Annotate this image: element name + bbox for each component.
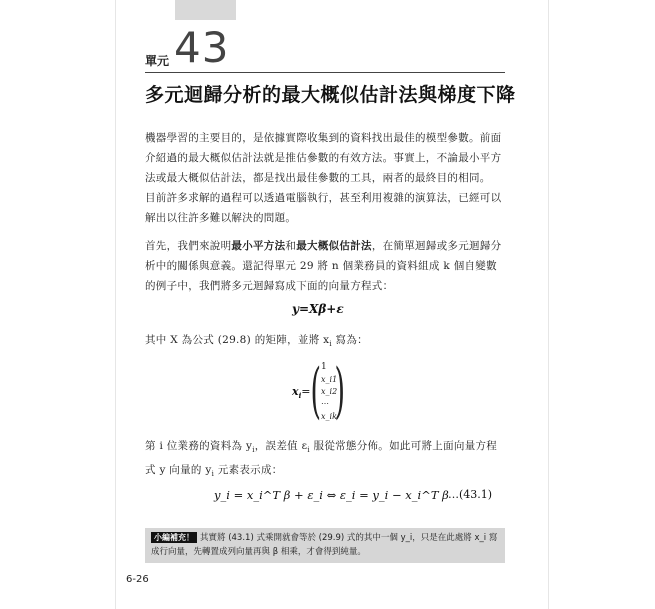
right-paren: ) — [334, 356, 345, 426]
note-tag: 小編補充！ — [151, 532, 197, 543]
p3-text-c: ，在簡單迴歸或多元迴歸分析中的關係與意義。還記得單元 29 將 n 個業務員的資料組成 k 個自變數的例子中，我們將多元迴歸寫成下面的向量方程式： — [145, 240, 502, 292]
p4-sub: i — [329, 340, 332, 349]
p4-text: 其中 X 為公式 (29.8) 的矩陣，並將 x — [145, 334, 330, 346]
p4-end: 寫為： — [331, 334, 368, 346]
matrix-lhs-sub: i — [298, 391, 302, 401]
matrix-cell-1: 1 — [321, 362, 327, 372]
note-text: 其實將 (43.1) 式乘開就會等於 (29.9) 式的其中一個 y_i，只是在此處將 x_i 寫成行向量，先轉置成列向量再與 β 相乘，才會得到純量。 — [151, 533, 498, 557]
matrix-equals: = — [301, 385, 311, 398]
equation-elementwise: y_i = x_i^T β + ε_i ⇔ ε_i = y_i − x_i^T β — [214, 488, 449, 502]
term-mle: 最大概似估計法 — [296, 240, 372, 252]
p5-sub: i — [252, 446, 255, 455]
unit-number: 43 — [174, 23, 230, 72]
paragraph-elementwise — [145, 436, 505, 484]
p5-sub3: i — [211, 470, 215, 479]
matrix-cell-5: x_ik — [321, 412, 337, 421]
p5-mid: ，誤差值 ε — [254, 440, 308, 452]
equation-tag: …(43.1) — [448, 488, 493, 501]
p5-text: 第 i 位業務的資料為 y — [145, 440, 253, 452]
column-vector — [290, 356, 360, 426]
p3-text-a: 首先，我們來說明 — [145, 240, 232, 252]
title-rule — [145, 72, 505, 73]
left-paren: ( — [310, 356, 321, 426]
editor-note — [145, 528, 505, 563]
matrix-cell-2: x_i1 — [321, 375, 338, 384]
matrix-cell-3: x_i2 — [321, 387, 338, 396]
matrix-lhs-symbol: x — [292, 385, 299, 398]
chapter-tab — [175, 0, 236, 20]
matrix-cell-4: ⋯ — [321, 399, 329, 408]
paragraph-matrix-intro — [145, 330, 505, 354]
page-number: 6-26 — [126, 574, 149, 585]
paragraph-methods — [145, 236, 505, 296]
equation-main: y=Xβ+ε — [292, 302, 344, 316]
p3-and: 和 — [285, 240, 297, 252]
unit-label: 單元 — [145, 54, 170, 68]
paragraph-computation: 目前許多求解的過程可以透過電腦執行，甚至利用複雜的演算法，已經可以解出以往許多難以解決的問題。 — [145, 192, 502, 224]
page-title: 多元迴歸分析的最大概似估計法與梯度下降 — [145, 84, 516, 106]
p5-tail: 元素表示成： — [214, 464, 283, 477]
p5-sub2: i — [307, 446, 310, 455]
term-least-squares: 最小平方法 — [231, 240, 286, 252]
paragraph-intro: 機器學習的主要目的，是依據實際收集到的資料找出最佳的模型參數。前面介紹過的最大概似估計法就是推估參數的有效方法。事實上，不論最小平方法或最大概似估計法，都是找出最佳參數的工具，兩者的最終目的相同。 — [145, 132, 502, 184]
p5-end: 服從常態分佈。如此可將上面向量方程式 y 向量的 y — [145, 440, 498, 477]
